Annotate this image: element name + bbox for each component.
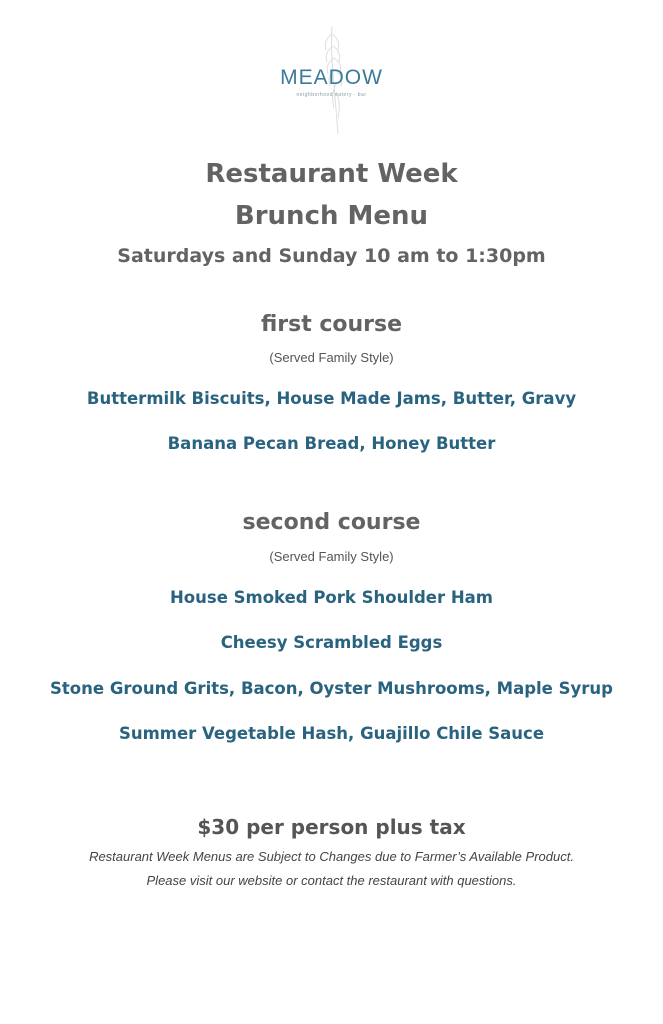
price-text: $30 per person plus tax xyxy=(197,815,466,839)
menu-item: Buttermilk Biscuits, House Made Jams, Butter, Gravy xyxy=(86,389,577,408)
menu-item: Stone Ground Grits, Bacon, Oyster Mushrooms, Maple Syrup xyxy=(50,679,613,698)
first-course-title: first course xyxy=(260,312,403,337)
menu-item: Summer Vegetable Hash, Guajillo Chile Sauce xyxy=(118,724,545,743)
menu-subtitle: Brunch Menu xyxy=(234,201,429,231)
second-course-title: second course xyxy=(242,510,421,535)
logo-name: MEADOW xyxy=(280,66,383,89)
menu-hours: Saturdays and Sunday 10 am to 1:30pm xyxy=(117,245,546,267)
menu-item: Cheesy Scrambled Eggs xyxy=(220,633,443,652)
logo-tagline: neighborhood eatery · bar xyxy=(296,92,367,98)
menu-title: Restaurant Week xyxy=(205,159,458,189)
menu-item: House Smoked Pork Shoulder Ham xyxy=(169,588,493,607)
disclaimer-line-1: Restaurant Week Menus are Subject to Changes due to Farmer’s Available Product. xyxy=(89,849,574,864)
menu-item: Banana Pecan Bread, Honey Butter xyxy=(167,434,496,453)
meadow-logo xyxy=(0,22,663,142)
disclaimer-line-2: Please visit our website or contact the restaurant with questions. xyxy=(146,873,517,888)
second-course-served-note: (Served Family Style) xyxy=(269,549,394,564)
first-course-served-note: (Served Family Style) xyxy=(269,350,394,365)
